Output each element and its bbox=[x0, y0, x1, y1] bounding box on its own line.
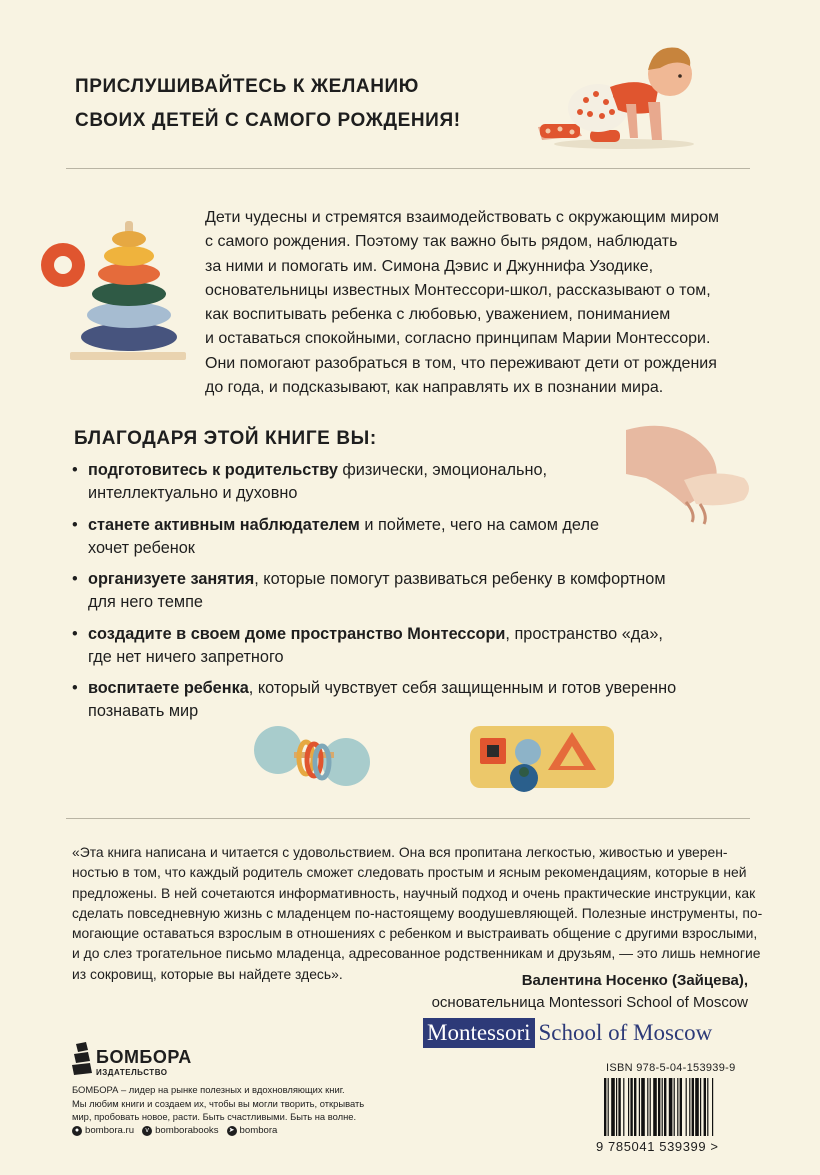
benefit-rest: , пространство «да», bbox=[505, 624, 663, 643]
benefit-item bbox=[72, 568, 772, 614]
publisher-sub: ИЗДАТЕЛЬСТВО bbox=[96, 1068, 168, 1077]
intro-line: до года, и подсказывают, как направлять их в познании мира. bbox=[205, 379, 664, 397]
benefit-continuation: познавать мир bbox=[88, 702, 199, 720]
quote-line: «Эта книга написана и читается с удовольствием. Она вся пропитана легкостью, живостью и уверен- bbox=[72, 844, 728, 860]
intro-line: с самого рождения. Поэтому так важно быть рядом, наблюдать bbox=[205, 233, 678, 251]
quote-line: из сокровищ, которые вы найдете здесь». bbox=[72, 965, 343, 982]
benefit-rest: , которые помогут развиваться ребенку в комфортном bbox=[254, 570, 666, 588]
publisher-name: БОМБОРА bbox=[96, 1047, 192, 1067]
headline bbox=[75, 70, 515, 138]
crawling-baby-illustration bbox=[520, 32, 700, 152]
top-divider bbox=[66, 168, 750, 169]
shape-puzzle-toy-illustration bbox=[468, 722, 618, 802]
intro-line: и оставаться спокойными, согласно принципам Марии Монтессори. bbox=[205, 330, 711, 348]
social-link-text: bombora bbox=[239, 1125, 278, 1136]
logo-part-2: School of Moscow bbox=[538, 1020, 713, 1045]
benefit-continuation: где нет ничего запретного bbox=[88, 647, 284, 666]
bullet-dot: • bbox=[72, 570, 78, 588]
benefit-continuation: интеллектуально и духовно bbox=[88, 484, 298, 502]
barcode-digits: 9 785041 539399 > bbox=[596, 1139, 719, 1154]
bullet-dot: • bbox=[72, 679, 78, 697]
intro-line: за ними и помогать им. Симона Дэвис и Джуннифа Узодике, bbox=[205, 257, 654, 275]
quote-author bbox=[432, 970, 748, 1014]
telegram-icon: ➤ bbox=[227, 1126, 237, 1136]
vk-icon: v bbox=[142, 1126, 152, 1136]
montessori-school-logo bbox=[423, 1018, 712, 1048]
stacking-rings-toy-illustration bbox=[40, 215, 200, 365]
website-link[interactable] bbox=[72, 1125, 134, 1136]
benefits-list bbox=[72, 459, 772, 732]
benefit-bold: подготовитесь к родительству bbox=[88, 461, 338, 479]
globe-icon: ● bbox=[72, 1126, 82, 1136]
publisher-text-line: БОМБОРА – лидер на рынке полезных и вдохновляющих книг. bbox=[72, 1084, 345, 1095]
middle-divider bbox=[66, 818, 750, 819]
quote-line: ностью в том, что каждый родитель сможет следовать простым и ясным рекомендациям, которые в ней bbox=[72, 864, 747, 881]
intro-line: основательницы известных Монтессори-школ, рассказывают о том, bbox=[205, 281, 711, 299]
headline-line-2: СВОИХ ДЕТЕЙ С САМОГО РОЖДЕНИЯ! bbox=[75, 110, 461, 131]
intro-line: Они помогают разобраться в том, что переживают дети от рождения bbox=[205, 354, 717, 372]
benefit-item bbox=[72, 459, 772, 505]
website-link-text: bombora.ru bbox=[85, 1125, 135, 1136]
benefit-bold: станете активным наблюдателем bbox=[88, 515, 360, 534]
author-name: Валентина Носенко (Зайцева), bbox=[521, 972, 748, 989]
bullet-dot: • bbox=[72, 461, 78, 479]
benefit-rest: , который чувствует себя защищенным и готов уверенно bbox=[248, 679, 677, 697]
benefit-continuation: хочет ребенок bbox=[88, 538, 195, 557]
social-link[interactable] bbox=[227, 1125, 278, 1136]
intro-line: Дети чудесны и стремятся взаимодействовать с окружающим миром bbox=[205, 209, 720, 226]
benefit-bold: организуете занятия bbox=[88, 570, 255, 588]
publisher-description bbox=[72, 1083, 392, 1124]
benefit-continuation: для него темпе bbox=[88, 593, 203, 611]
rattle-toy-illustration bbox=[250, 722, 375, 792]
benefit-bold: создадите в своем доме пространство Монтессори bbox=[88, 624, 506, 643]
barcode-image bbox=[604, 1078, 748, 1136]
bombora-logo-icon bbox=[72, 1040, 94, 1076]
publisher-social-links bbox=[72, 1125, 277, 1136]
headline-line-1: ПРИСЛУШИВАЙТЕСЬ К ЖЕЛАНИЮ bbox=[75, 76, 419, 97]
benefit-rest: и поймете, чего на самом деле bbox=[359, 515, 599, 534]
isbn-number: ISBN 978-5-04-153939-9 bbox=[606, 1062, 736, 1074]
quote-line: могающие оставаться взрослым в отношениях с ребенком и выстраивать общение с другими взрослыми, bbox=[72, 925, 758, 942]
benefit-item bbox=[72, 623, 772, 669]
quote-line: сделать повседневную жизнь с младенцем по-настоящему воодушевляющей. Полезные инструменты, по- bbox=[72, 904, 763, 921]
publisher-text-line: мир, пробовать новое, расти. Быть счастливыми. Быть на волне. bbox=[72, 1111, 357, 1123]
benefit-bold: воспитаете ребенка bbox=[88, 679, 249, 697]
benefit-item bbox=[72, 514, 772, 560]
bullet-dot: • bbox=[72, 624, 78, 643]
logo-part-1: Montessori bbox=[423, 1018, 535, 1048]
bullet-dot: • bbox=[72, 515, 78, 534]
quote-line: предложены. В ней сочетаются информативность, научный подход и очень практические инструкции, как bbox=[72, 884, 756, 901]
benefit-item bbox=[72, 677, 772, 723]
intro-paragraph bbox=[205, 206, 765, 400]
quote-line: и до слез трогательное письмо младенца, адресованное родственникам и друзьям, — это лишь немногие bbox=[72, 945, 761, 962]
vk-link-text: bomborabooks bbox=[155, 1125, 219, 1136]
vk-link[interactable] bbox=[142, 1125, 218, 1136]
benefit-rest: физически, эмоционально, bbox=[337, 461, 548, 479]
intro-line: как воспитывать ребенка с любовью, уважением, пониманием bbox=[205, 306, 671, 324]
benefits-title: БЛАГОДАРЯ ЭТОЙ КНИГЕ ВЫ: bbox=[74, 428, 377, 449]
author-role: основательница Montessori School of Moscow bbox=[431, 994, 748, 1011]
review-quote bbox=[72, 842, 763, 984]
publisher-text-line: Мы любим книги и создаем их, чтобы вы могли творить, открывать bbox=[72, 1097, 365, 1109]
